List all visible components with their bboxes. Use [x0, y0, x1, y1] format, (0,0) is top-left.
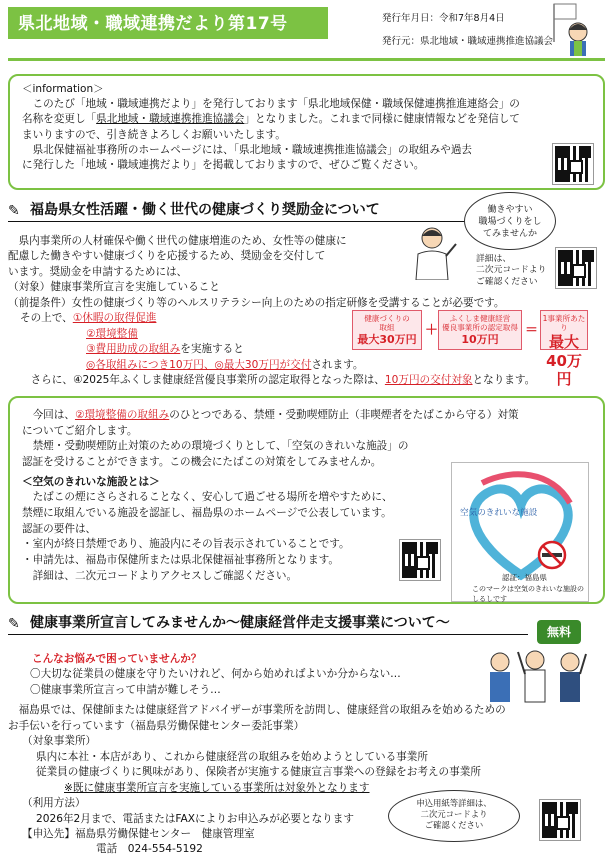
grant-box-total [540, 310, 588, 389]
usage-heading: （利用方法） [22, 797, 86, 810]
qr-code-clean-air[interactable] [400, 540, 440, 580]
section1-line: います。奨励金を申請するためには、 [8, 265, 188, 278]
grant-amount: ◎各取組みにつき10万円、◎最大30万円が交付 [86, 358, 312, 371]
clean-air-facility-poster [451, 462, 589, 602]
requirement-2: ・申請先は、福島市保健所または県北保健福祉事務所となります。 [22, 554, 339, 567]
application-note-bubble [388, 790, 520, 842]
section1-line: 県内事業所の人材確保や働く世代の健康増進のため、女性等の健康に [18, 235, 347, 247]
mascot-flag-illustration [548, 2, 608, 58]
target-line: （対象）健康事業所宣言を実施していること [8, 281, 220, 294]
section1-heading [8, 201, 468, 222]
newsletter-title: 県北地域・職域連携だより第17号 [8, 7, 328, 39]
qr-note-line: ご確認ください [476, 276, 538, 287]
note-line: ご確認ください [424, 820, 484, 831]
section2-line: 禁煙に取組んでいる施設を認証し、福島県のホームページで公表しています。 [22, 507, 392, 520]
qr-code-homepage[interactable] [553, 144, 593, 184]
pencil-icon: ✎ [8, 203, 20, 219]
section3-line: 福島県では、保健師または健康経営アドバイザーが事業所を訪問し、健康経営の取組みを始めるための [18, 704, 506, 717]
items-suffix: を実施すると [180, 343, 244, 356]
bubble-line: 働きやすい [487, 205, 533, 215]
equals-icon: ＝ [525, 323, 539, 338]
qr-note-line: 詳細は、 [476, 254, 512, 264]
poster-certifier: 認証：福島県 [502, 573, 547, 582]
grant-box-text: ふくしま健康経営 [449, 314, 511, 323]
intro-text: 今回は、 [32, 409, 75, 421]
plus-icon: ＋ [425, 323, 439, 338]
clean-air-facility-subhead: ＜空気のきれいな施設とは＞ [22, 475, 160, 488]
section3-heading [8, 614, 528, 635]
target-heading: （対象事業所） [22, 735, 97, 748]
bubble-line: 職場づくりをし [478, 217, 542, 228]
information-label: ＜information＞ [22, 83, 104, 95]
qr-note-line: 二次元コードより [476, 265, 547, 276]
note-line: 二次元コードより [420, 809, 488, 820]
section2-line: たばこの煙にさらされることなく、安心して過ごせる場所を増やすために、 [32, 491, 393, 504]
worry-item-2: 〇健康事業所宣言って申請が難しそう… [30, 683, 221, 696]
worry-item-1: 〇大切な従業員の健康を守りたいけれど、何から始めればよいか分からない… [30, 668, 401, 681]
poster-title: 空気のきれいな施設 [460, 508, 538, 518]
section1-heading-text: 福島県女性活躍・働く世代の健康づくり奨励金について [30, 202, 380, 218]
environment-highlight: ②環境整備の取組み [74, 409, 170, 421]
further-suffix: となります。 [472, 374, 536, 387]
new-council-name: 県北地域・職域連携推進協議会 [96, 113, 245, 126]
publisher: 発行元：県北地域・職域連携推進協議会 [382, 36, 554, 47]
grant-box-text: 健康づくりの [364, 314, 410, 323]
worry-heading: こんなお悩みで困っていませんか？ [32, 653, 202, 665]
info-text: 県北保健福祉事務所のホームページには、「県北地域・職域連携推進協議会」の取組みや過去 [32, 143, 473, 156]
info-text: このたび「地域・職域連携だより」を発行しております「県北地域保健・職域保健連携推進連絡会」の [32, 97, 520, 110]
info-text: 名称を変更し「 [22, 113, 97, 126]
target-exclusion-note: ※既に健康事業所宣言を実施している事業所は対象外となります [64, 781, 370, 794]
info-text: に発行した「地域・職域連携だより」を掲載しておりますので、ぜひご覧ください。 [22, 159, 425, 172]
grant-box-text: 取組 [379, 323, 395, 333]
section2-line: 認証の要件は、 [22, 522, 97, 535]
section3-line: お手伝いを行っています（福島県労働保健センター委託事業） [8, 719, 305, 732]
grant-box-initiatives [352, 310, 422, 350]
section3-body [8, 652, 605, 858]
grant-amount-suffix: されます。 [311, 358, 364, 371]
free-badge: 無料 [537, 620, 581, 644]
item-vacation: ①休暇の取得促進 [72, 312, 157, 325]
further-amount: 10万円の交付対象 [384, 374, 473, 387]
section1-further-line [8, 373, 605, 388]
info-text: まいりますので、引き続きよろしくお願いいたします。 [22, 128, 286, 141]
info-paragraph-1 [22, 97, 593, 143]
grant-box-certification [438, 310, 522, 350]
info-text: 」となりました。これまで同様に健康情報などを発信して [244, 113, 520, 126]
section2-line: についてご紹介します。 [22, 424, 138, 437]
section2-line: 認証を受けることができます。この機会にたばこの対策をしてみませんか。 [22, 456, 382, 469]
grant-box-text: 優良事業所の認定取得 [442, 323, 518, 333]
phone-number: 電話 024-554-5192 [96, 843, 203, 856]
poster-subtext: このマークは空気のきれいな施設のしるしです [472, 585, 584, 603]
target-item-1: 県内に本社・本店があり、これから健康経営の取組みを始めようとしている事業所 [36, 750, 428, 763]
intro-text: のひとつである、禁煙・受動喫煙防止（非喫煙者をたばこから守る）対策 [169, 409, 519, 421]
section2-intro [22, 408, 591, 424]
usage-item: 2026年2月まで、電話またはFAXによりお申込みが必要となります [36, 812, 354, 825]
item-cost-subsidy: ③費用助成の取組み [86, 343, 181, 356]
information-box [8, 74, 605, 190]
section3-heading-text: 健康事業所宣言してみませんか〜健康経営伴走支援事業について〜 [30, 615, 450, 631]
grant-items-line-4 [8, 358, 605, 373]
grant-box-amount: 最大30万円 [357, 332, 417, 346]
bubble-line: てみませんか [482, 229, 537, 240]
grant-total-amount: 最大40万円 [546, 332, 582, 389]
section2-line: 禁煙・受動喫煙防止対策のための環境づくりとして、「空気のきれいな施設」の [32, 440, 409, 453]
grant-box-amount: 10万円 [461, 332, 499, 346]
header-rule [8, 58, 605, 61]
note-line: 申込用紙等詳細は、 [416, 798, 492, 808]
grant-box-text: 1事業所あたり [542, 314, 586, 333]
qr-code-application[interactable] [540, 800, 580, 840]
section1-line: 配慮した働きやすい健康づくりを応援するため、奨励金を交付して [8, 250, 326, 263]
further-text: さらに、④2025年ふくしま健康経営優良事業所の認定取得となった際は、 [30, 374, 385, 387]
target-item-2: 従業員の健康づくりに興味があり、保険者が実施する健康宣言事業への登録をお考えの事業所 [36, 766, 481, 779]
item-environment: ②環境整備 [86, 327, 138, 340]
issue-date: 発行年月日：令和7年8月4日 [382, 13, 505, 24]
section2-line: 詳細は、二次元コードよりアクセスしご確認ください。 [32, 569, 298, 582]
info-paragraph-2 [22, 143, 593, 174]
header [0, 0, 613, 66]
precondition-line: （前提条件）女性の健康づくり等のヘルスリテラシー向上のための指定研修を受講することが必要です。 [8, 296, 505, 309]
pencil-icon: ✎ [8, 616, 20, 632]
requirement-1: ・室内が終日禁煙であり、施設内にその旨表示されていることです。 [22, 538, 350, 551]
items-intro: その上で、 [20, 312, 73, 325]
contact-info: 【申込先】福島県労働保健センター 健康管理室 [22, 827, 255, 840]
